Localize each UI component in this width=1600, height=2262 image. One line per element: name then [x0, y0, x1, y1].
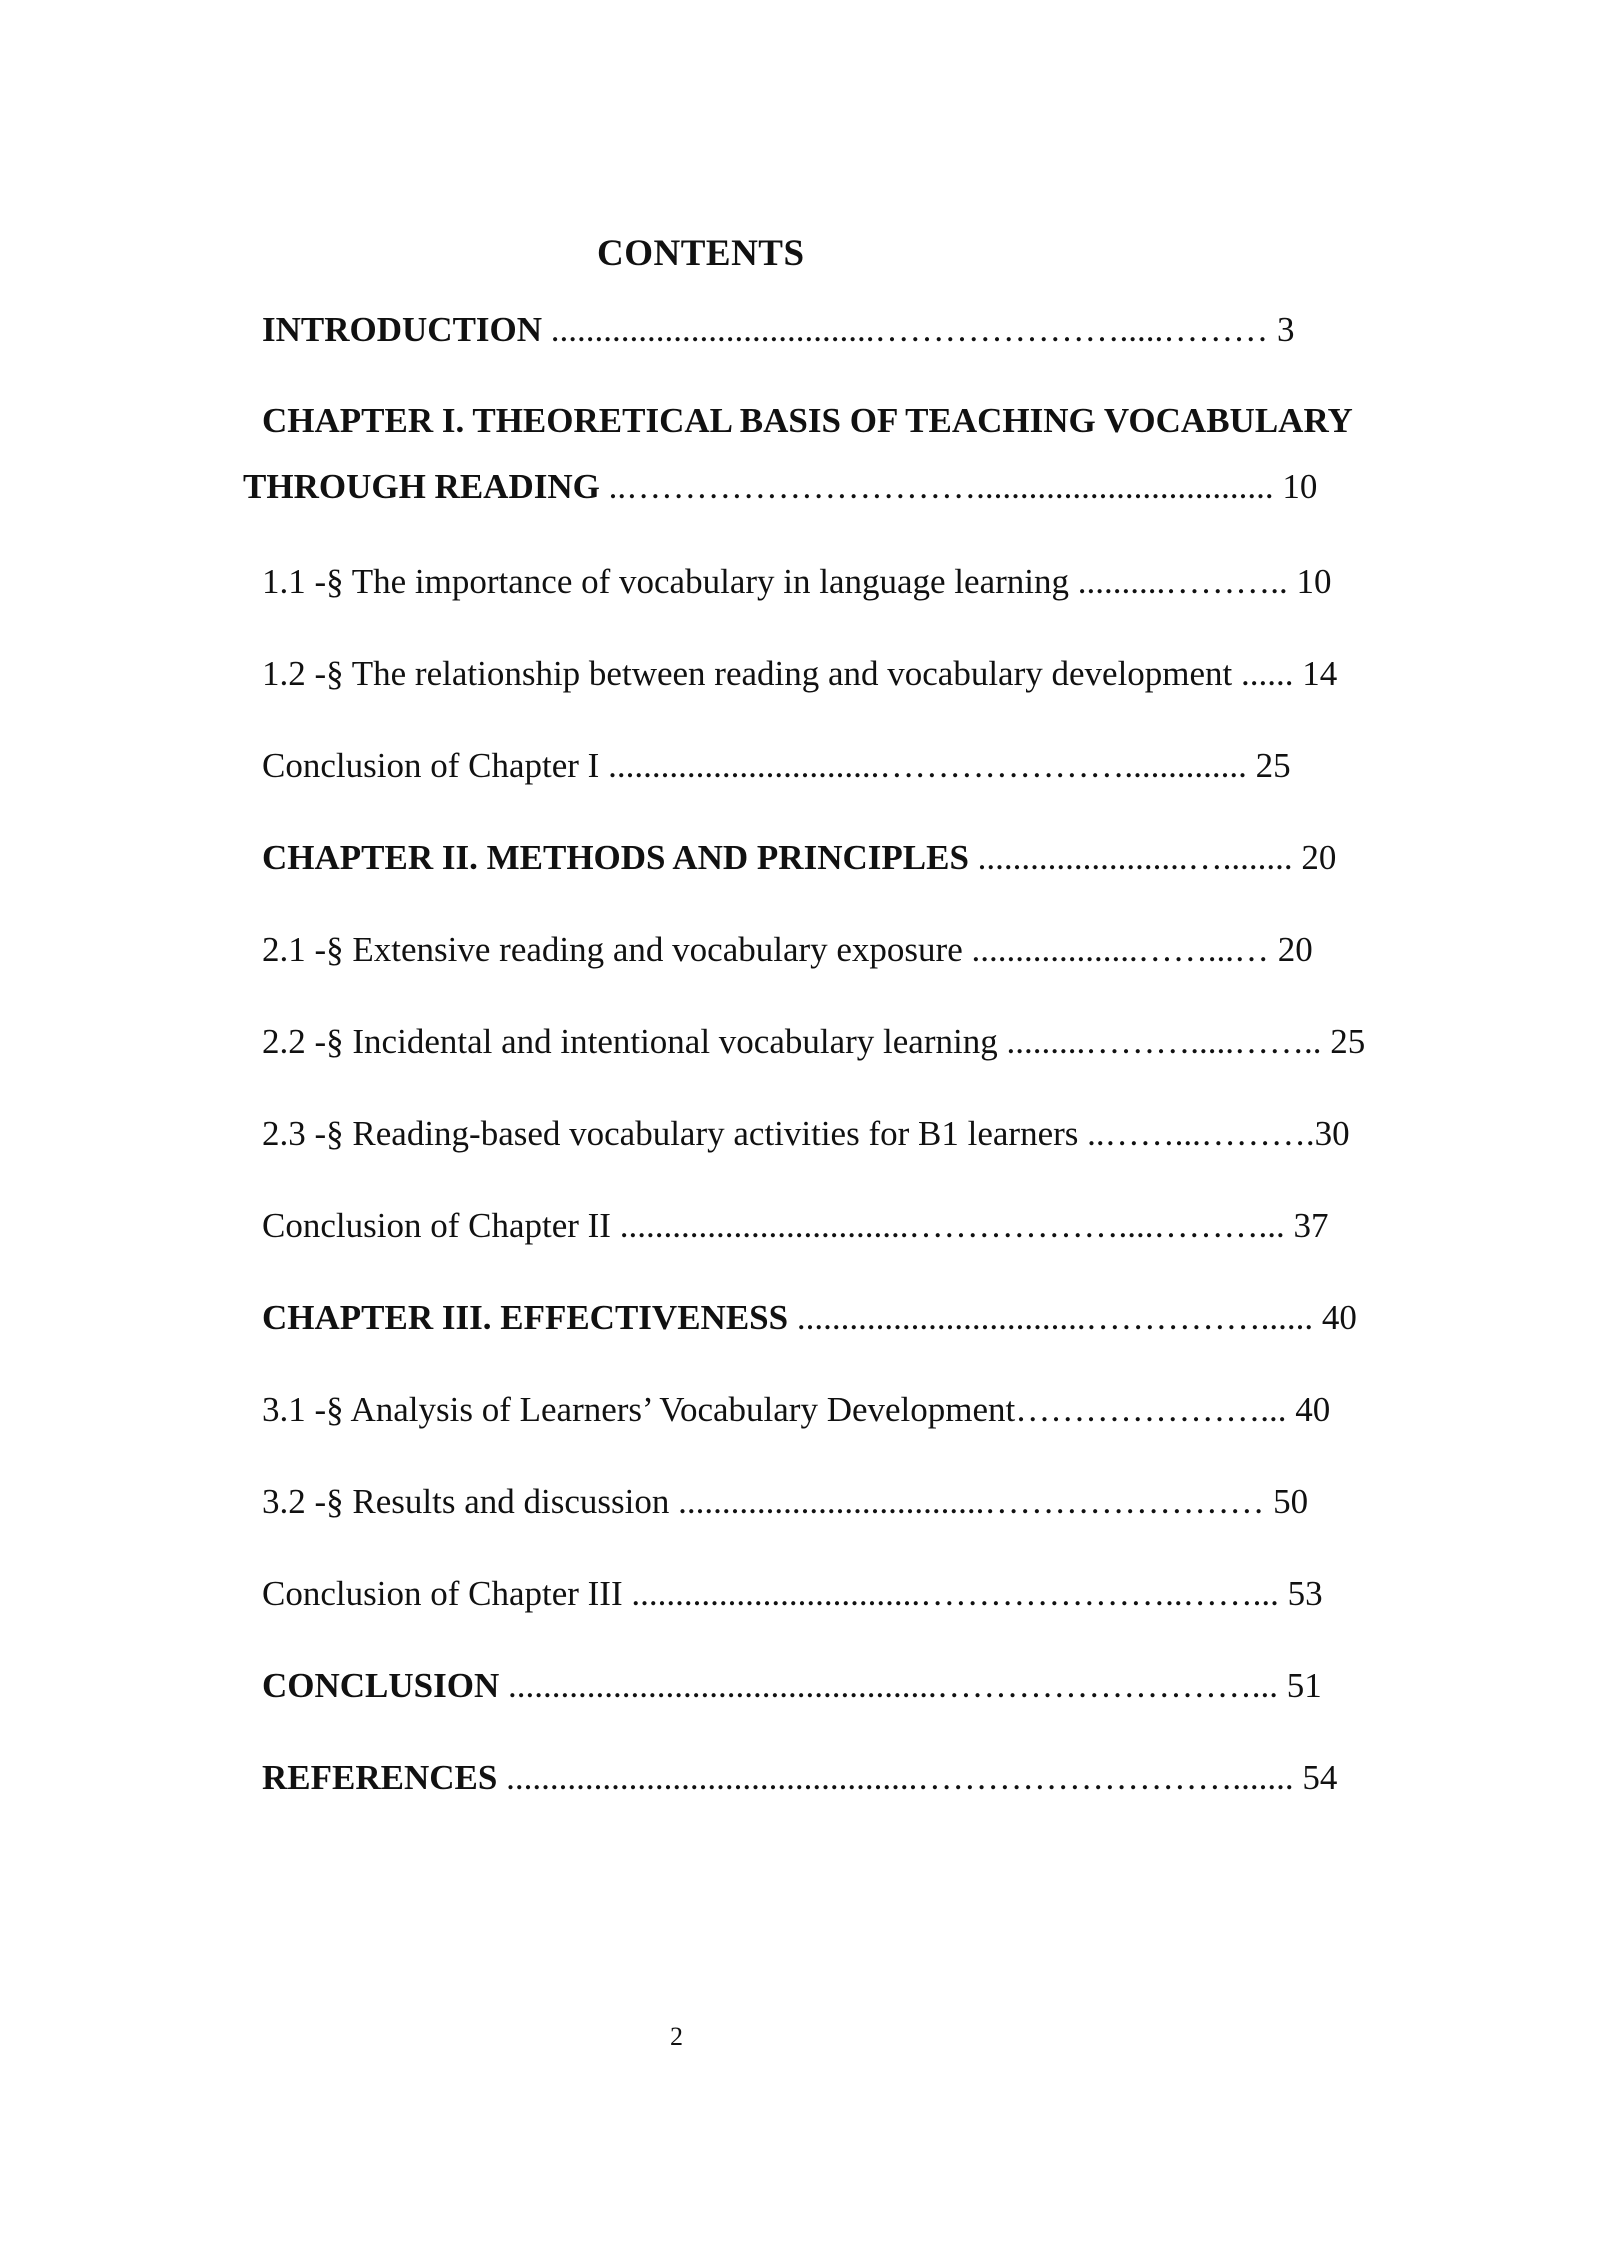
toc-entry-label: CHAPTER I. THEORETICAL BASIS OF TEACHING VOCABULARY: [262, 401, 1353, 440]
toc-entry-page: 53: [1287, 1574, 1323, 1613]
toc-entry-label: 2.3 -§ Reading-based vocabulary activities for B1 learners: [262, 1114, 1079, 1153]
toc-entry-leader: ..……...……….: [1078, 1114, 1315, 1153]
toc-entry-label: 2.2 -§ Incidental and intentional vocabulary learning: [262, 1022, 998, 1061]
toc-entry-page: 40: [1295, 1390, 1331, 1429]
toc-entry: [262, 932, 1313, 967]
toc-entry-leader: ...................................……………………: [669, 1482, 1274, 1521]
toc-entry: [262, 564, 1331, 599]
toc-entry-page: 10: [1296, 562, 1332, 601]
toc-entry-leader: .........……….....……..: [997, 1022, 1331, 1061]
toc-entry-label: CHAPTER III. EFFECTIVENESS: [262, 1298, 789, 1337]
toc-entry-leader: .................................................………………………...: [499, 1666, 1287, 1705]
toc-entry: [243, 469, 1317, 504]
toc-entry-page: 20: [1301, 838, 1337, 877]
toc-entry: [262, 748, 1291, 783]
toc-entry-leader: …………………...: [1015, 1390, 1296, 1429]
toc-entry-page: 51: [1286, 1666, 1322, 1705]
toc-entry-page: 10: [1282, 467, 1318, 506]
toc-entry-leader: .....................................………………….....………: [542, 310, 1278, 349]
toc-entry-leader: .................................………………....………...: [610, 1206, 1294, 1245]
toc-entry-page: 3: [1277, 310, 1295, 349]
toc-entry-label: 1.2 -§ The relationship between reading and vocabulary development: [262, 654, 1233, 693]
toc-entry-label: CONCLUSION: [262, 1666, 500, 1705]
toc-entry: [262, 1208, 1328, 1243]
toc-entry: [262, 1576, 1323, 1611]
toc-entry: [262, 1300, 1357, 1335]
toc-entry-page: 50: [1273, 1482, 1309, 1521]
toc-entry-page: 14: [1302, 654, 1338, 693]
toc-entry-page: 37: [1293, 1206, 1329, 1245]
toc-entry: [262, 840, 1336, 875]
toc-entry-label: Conclusion of Chapter II: [262, 1206, 611, 1245]
toc-entry-label: 1.1 -§ The importance of vocabulary in language learning: [262, 562, 1069, 601]
toc-entry-leader: ........................…........: [968, 838, 1302, 877]
toc-entry-page: 25: [1255, 746, 1291, 785]
toc-entry-page: 30: [1314, 1114, 1350, 1153]
toc-entry-label: THROUGH READING: [243, 467, 600, 506]
toc-entry-label: REFERENCES: [262, 1758, 498, 1797]
toc-entry-label: Conclusion of Chapter III: [262, 1574, 623, 1613]
toc-entry: [262, 312, 1295, 347]
toc-entry-leader: ..…………………………..................................: [599, 467, 1283, 506]
toc-entry-label: 2.1 -§ Extensive reading and vocabulary exposure: [262, 930, 963, 969]
toc-entry: [262, 1484, 1308, 1519]
contents-title: CONTENTS: [597, 233, 805, 274]
toc-entry-label: CHAPTER II. METHODS AND PRINCIPLES: [262, 838, 969, 877]
toc-entry: [262, 656, 1337, 691]
toc-entry-label: 3.2 -§ Results and discussion: [262, 1482, 670, 1521]
toc-entry: [262, 403, 1353, 438]
toc-entry: [262, 1760, 1337, 1795]
toc-entry: [262, 1668, 1322, 1703]
toc-entry-leader: ...............................................……………………….......: [497, 1758, 1303, 1797]
toc-entry-leader: .................................……………......: [788, 1298, 1322, 1337]
toc-entry-leader: ......: [1232, 654, 1303, 693]
toc-entry: [262, 1392, 1330, 1427]
toc-entry-leader: ..........………..: [1068, 562, 1297, 601]
toc-entry-page: 25: [1330, 1022, 1366, 1061]
toc-entry-label: Conclusion of Chapter I: [262, 746, 600, 785]
toc-entry-label: 3.1 -§ Analysis of Learners’ Vocabulary Development: [262, 1390, 1016, 1429]
toc-entry-label: INTRODUCTION: [262, 310, 543, 349]
footer-page-number: 2: [670, 2022, 683, 2051]
toc-entry: [262, 1024, 1365, 1059]
toc-entry-leader: .................................…………………..……...: [622, 1574, 1288, 1613]
toc-entry-page: 40: [1321, 1298, 1357, 1337]
toc-entry-page: 54: [1302, 1758, 1338, 1797]
toc-entry-leader: ...............................…………………..............: [599, 746, 1256, 785]
toc-entry-page: 20: [1277, 930, 1313, 969]
toc-entry-leader: ...................……...…: [962, 930, 1278, 969]
toc-entry: [262, 1116, 1350, 1151]
